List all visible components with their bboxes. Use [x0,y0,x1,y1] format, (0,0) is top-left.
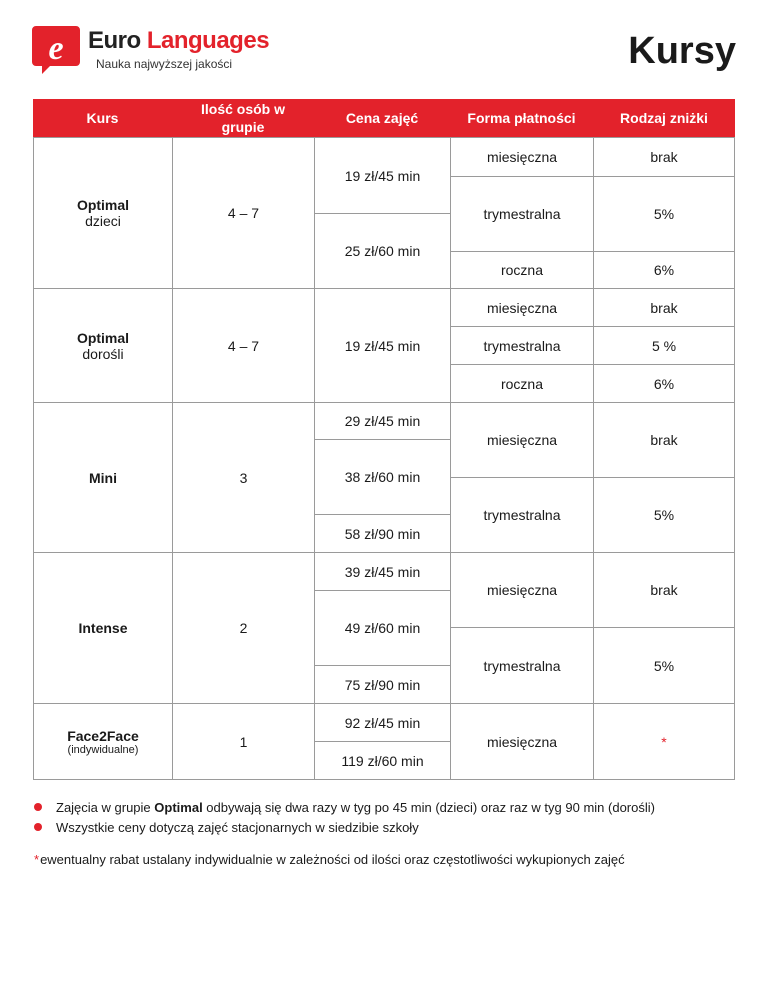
discount-cell: 6% [593,251,735,289]
course-name-cell [33,288,173,403]
payment-form-cell: trymestralna [450,477,594,553]
header-group-size [172,99,314,137]
header-payment-form: Forma płatności [450,99,593,137]
footnote [34,852,625,867]
brand-logo [30,22,270,78]
bullet-icon [34,823,42,831]
payment-form-cell: miesięczna [450,402,594,478]
price-cell: 119 zł/60 min [314,741,451,780]
price-cell: 19 zł/45 min [314,137,451,214]
course-sub: dzieci [85,213,121,229]
payment-form-cell: trymestralna [450,176,594,252]
course-name-cell [33,552,173,704]
brand-tagline: Nauka najwyższej jakości [96,57,233,71]
payment-form-cell: miesięczna [450,552,594,628]
header-discount-type: Rodzaj zniżki [593,99,735,137]
note-item [34,797,655,817]
page-title: Kursy [628,30,736,72]
payment-form-cell: miesięczna [450,137,594,177]
discount-cell: 5% [593,176,735,252]
footnote-star: * [34,852,40,867]
price-cell: 92 zł/45 min [314,703,451,742]
course-name-cell [33,703,173,780]
price-cell: 39 zł/45 min [314,552,451,591]
header-price: Cena zajęć [314,99,450,137]
discount-cell: 5% [593,477,735,553]
payment-form-cell: trymestralna [450,326,594,365]
notes-list [34,797,655,837]
price-cell: 58 zł/90 min [314,514,451,553]
price-cell: 49 zł/60 min [314,590,451,666]
payment-form-cell: trymestralna [450,627,594,704]
discount-cell: brak [593,552,735,628]
footnote-text: ewentualny rabat ustalany indywidualnie w zależności od ilości oraz częstotliwości wykupionych zajęć [40,852,625,867]
price-cell: 38 zł/60 min [314,439,451,515]
brand-name: Euro Languages [88,27,270,54]
note-item [34,817,655,837]
group-size-cell: 3 [172,402,315,553]
group-size-cell: 4 – 7 [172,137,315,289]
header-course: Kurs [33,99,172,137]
course-name: Mini [89,469,117,486]
svg-text:e: e [48,30,64,67]
payment-form-cell: roczna [450,251,594,289]
discount-cell: brak [593,402,735,478]
discount-cell: brak [593,137,735,177]
price-cell: 25 zł/60 min [314,213,451,289]
group-size-cell: 1 [172,703,315,780]
logo-e-icon [30,22,82,74]
course-name: Optimal [76,197,130,213]
bullet-icon [34,803,42,811]
discount-cell: 5 % [593,326,735,365]
group-size-cell: 2 [172,552,315,704]
price-cell: 29 zł/45 min [314,402,451,440]
course-sub: (indywidualne) [67,743,139,756]
price-cell: 75 zł/90 min [314,665,451,704]
course-name: Optimal [76,329,130,346]
discount-cell: * [593,703,735,780]
payment-form-cell: miesięczna [450,703,594,780]
course-name: Intense [78,620,128,636]
course-name-cell [33,402,173,553]
course-name-cell [33,137,173,289]
price-cell: 19 zł/45 min [314,288,451,403]
course-name: Face2Face [67,727,139,744]
group-size-cell: 4 – 7 [172,288,315,403]
payment-form-cell: miesięczna [450,288,594,327]
course-sub: dorośli [82,345,124,362]
discount-cell: brak [593,288,735,327]
header-group-size-label: Ilość osób w grupie [200,101,285,135]
payment-form-cell: roczna [450,364,594,403]
note-text: Zajęcia w grupie Optimal odbywają się dwa razy w tyg po 45 min (dzieci) oraz raz w tyg 90 min (dorośli) [56,799,655,815]
note-text: Wszystkie ceny dotyczą zajęć stacjonarnych w siedzibie szkoły [56,819,419,835]
discount-cell: 5% [593,627,735,704]
discount-cell: 6% [593,364,735,403]
